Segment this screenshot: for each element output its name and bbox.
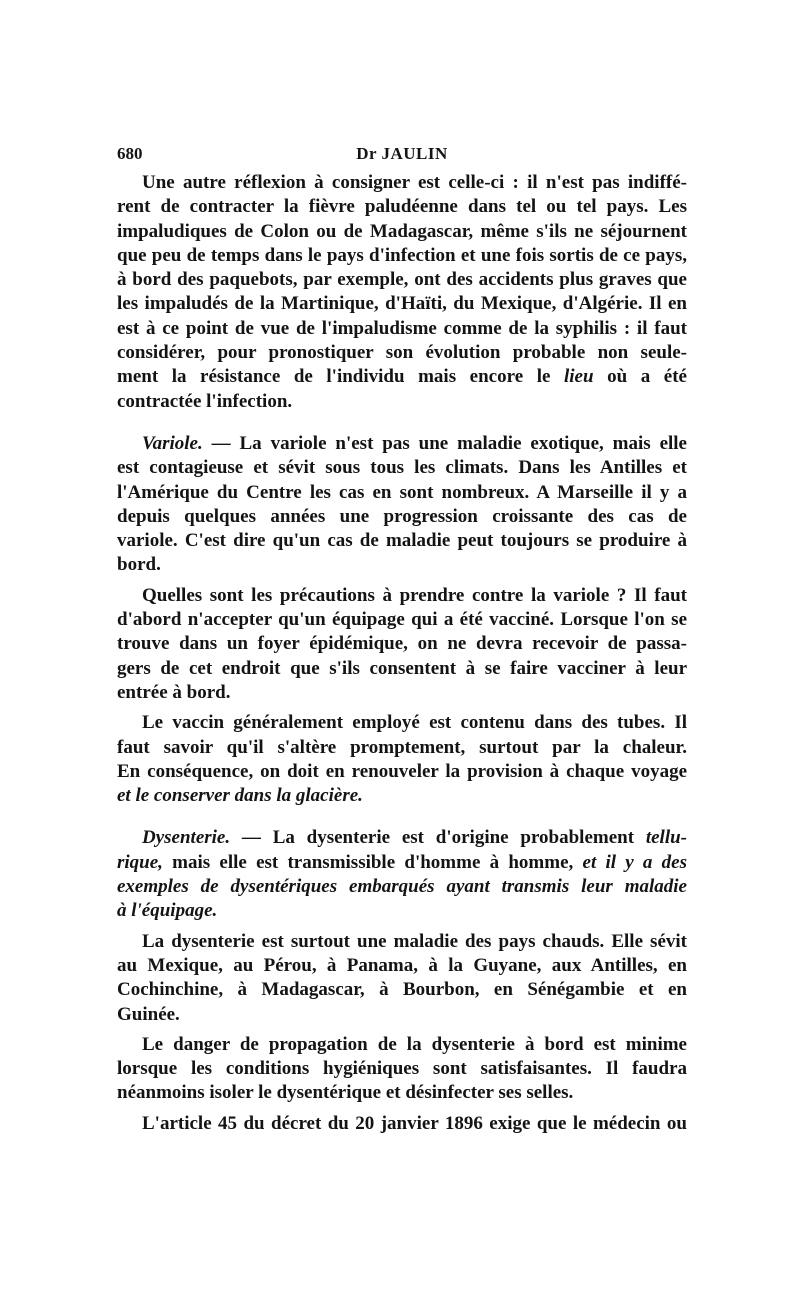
text-line: Quelles sont les précautions à prendre contre la variole ? Il faut [142,584,687,606]
running-head [117,144,687,170]
text-line: La dysenterie est surtout une maladie des pays chauds. Elle sévit [142,930,687,952]
text-line: En conséquence, on doit en renouveler la provision à chaque voyage [117,760,687,782]
text-line: exemples de dysentériques embarqués ayant transmis leur maladie [117,876,687,898]
text-line: impaludiques de Colon ou de Madagascar, même s'ils ne séjournent [117,220,687,242]
text-line: considérer, pour pronostiquer son évolution probable non seule- [117,342,687,364]
text-line: à bord des paquebots, par exemple, ont des accidents plus graves que [117,269,687,291]
text-line: au Mexique, au Pérou, à Panama, à la Guyane, aux Antilles, en [117,954,687,976]
text-line: entrée à bord. [117,681,231,703]
text-line: depuis quelques années une progression croissante des cas de [117,505,687,527]
text-line: Dysenterie. — La dysenterie est d'origine probablement tellu- [142,827,687,849]
section-gap [117,414,687,432]
text-line: L'article 45 du décret du 20 janvier 1896 exige que le médecin ou [142,1112,687,1134]
section-heading-variole: Variole. [142,432,203,454]
text-line: ment la résistance de l'individu mais encore le lieu où a été [117,366,687,388]
text-line: néanmoins isoler le dysentérique et désinfecter ses selles. [117,1082,574,1104]
text-line: d'abord n'accepter qu'un équipage qui a été vacciné. Lorsque l'on se [117,609,687,631]
text-line: Une autre réflexion à consigner est celle-ci : il n'est pas indiffé- [142,172,687,193]
text-line: variole. C'est dire qu'un cas de maladie peut toujours se produire à [117,530,687,552]
text-line: faut savoir qu'il s'altère promptement, surtout par la chaleur. [117,736,687,758]
paragraph-article-45 [117,1112,687,1136]
section-heading-dysenterie: Dysenterie. [142,827,231,849]
text-line: est à ce point de vue de l'impaludisme comme de la syphilis : il faut [117,317,687,339]
text-line: Cochinchine, à Madagascar, à Bourbon, en Sénégambie et en [117,979,687,1001]
text-line: Guinée. [117,1003,180,1025]
text-line: Le danger de propagation de la dysenterie à bord est minime [142,1033,687,1055]
paragraph-propagation [117,1033,687,1106]
text-line: bord. [117,554,161,576]
text-line: lorsque les conditions hygiéniques sont satisfaisantes. Il faudra [117,1058,687,1080]
paragraph-pays-chauds [117,930,687,1027]
body-text [117,171,687,1136]
header-title: Dr JAULIN [356,144,448,163]
text-line: Variole. — La variole n'est pas une maladie exotique, mais elle [142,432,687,454]
text-line: trouve dans un foyer épidémique, on ne devra recevoir de passa- [117,633,687,655]
text-line: gers de cet endroit que s'ils consentent à se faire vacciner à leur [117,657,687,679]
section-gap [117,808,687,826]
paragraph-precautions [117,584,687,705]
text-line: les impaludés de la Martinique, d'Haïti, du Mexique, d'Algérie. Il en [117,293,687,315]
paragraph-reflexion [117,171,687,414]
page-number: 680 [117,144,143,163]
text-line: contractée l'infection. [117,390,293,412]
text-line: rique, mais elle est transmissible d'homme à homme, et il y a des [117,851,688,873]
text-line: est contagieuse et sévit sous tous les climats. Dans les Antilles et [117,457,687,479]
paragraph-variole [117,432,687,578]
text-line: rent de contracter la fièvre paludéenne dans tel ou tel pays. Les [117,196,687,218]
text-line: que peu de temps dans le pays d'infection et une fois sortis de ce pays, [117,244,687,266]
text-line: et le conserver dans la glacière. [117,785,363,807]
paragraph-vaccin [117,711,687,808]
text-line: Le vaccin généralement employé est contenu dans des tubes. Il [142,712,687,734]
text-line: à l'équipage. [117,900,218,922]
text-line: l'Amérique du Centre les cas en sont nombreux. A Marseille il y a [117,481,687,503]
paragraph-dysenterie [117,826,687,923]
